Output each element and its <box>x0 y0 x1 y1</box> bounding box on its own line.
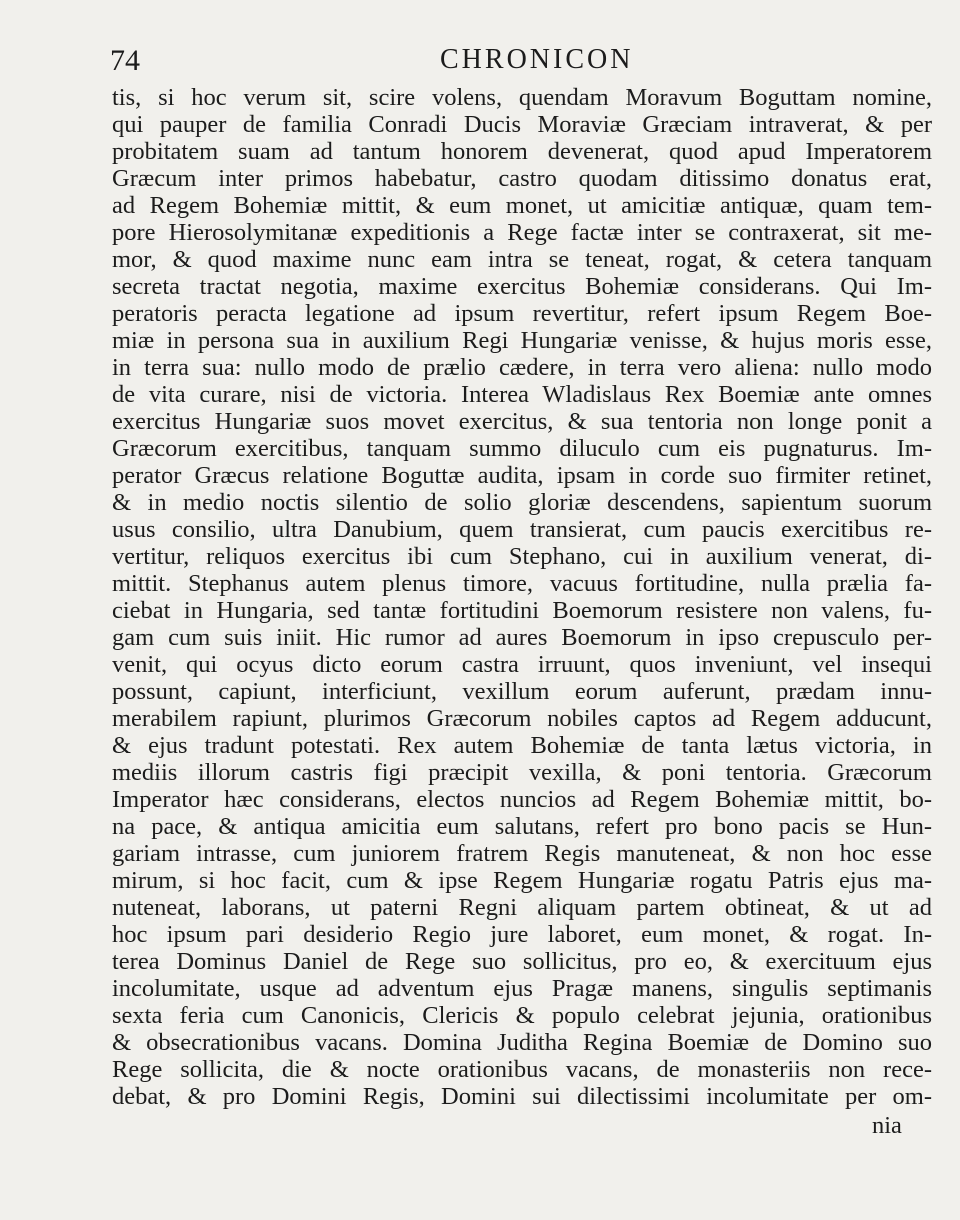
running-title: CHRONICON <box>440 44 634 75</box>
text-line: Græcum inter primos habebatur, castro quodam ditissimo donatus erat, <box>112 165 932 192</box>
text-line: qui pauper de familia Conradi Ducis Moraviæ Græciam intraverat, & per <box>112 111 932 138</box>
text-line: venit, qui ocyus dicto eorum castra irruunt, quos inveniunt, vel insequi <box>112 651 932 678</box>
page-header <box>0 40 960 80</box>
text-line: incolumitate, usque ad adventum ejus Pragæ manens, singulis septimanis <box>112 975 932 1002</box>
text-line: tis, si hoc verum sit, scire volens, quendam Moravum Boguttam nomine, <box>112 84 932 111</box>
text-line: perator Græcus relatione Boguttæ audita, ipsam in corde suo firmiter retinet, <box>112 462 932 489</box>
text-line: secreta tractat negotia, maxime exercitus Bohemiæ considerans. Qui Im- <box>112 273 932 300</box>
text-line: debat, & pro Domini Regis, Domini sui dilectissimi incolumitate per om- <box>112 1083 932 1110</box>
body-text <box>112 84 932 1110</box>
text-line: possunt, capiunt, interficiunt, vexillum eorum auferunt, prædam innu- <box>112 678 932 705</box>
text-line: & obsecrationibus vacans. Domina Juditha Regina Boemiæ de Domino suo <box>112 1029 932 1056</box>
text-line: nuteneat, laborans, ut paterni Regni aliquam partem obtineat, & ut ad <box>112 894 932 921</box>
text-line: terea Dominus Daniel de Rege suo sollicitus, pro eo, & exercituum ejus <box>112 948 932 975</box>
text-line: Rege sollicita, die & nocte orationibus vacans, de monasteriis non rece- <box>112 1056 932 1083</box>
text-line: vertitur, reliquos exercitus ibi cum Stephano, cui in auxilium venerat, di- <box>112 543 932 570</box>
text-line: merabilem rapiunt, plurimos Græcorum nobiles captos ad Regem adducunt, <box>112 705 932 732</box>
text-line: gariam intrasse, cum juniorem fratrem Regis manuteneat, & non hoc esse <box>112 840 932 867</box>
text-line: exercitus Hungariæ suos movet exercitus, & sua tentoria non longe ponit a <box>112 408 932 435</box>
text-line: Græcorum exercitibus, tanquam summo diluculo cum eis pugnaturus. Im- <box>112 435 932 462</box>
text-line: mirum, si hoc facit, cum & ipse Regem Hungariæ rogatu Patris ejus ma- <box>112 867 932 894</box>
text-line: Imperator hæc considerans, electos nuncios ad Regem Bohemiæ mittit, bo- <box>112 786 932 813</box>
text-line: de vita curare, nisi de victoria. Interea Wladislaus Rex Boemiæ ante omnes <box>112 381 932 408</box>
text-line: mittit. Stephanus autem plenus timore, vacuus fortitudine, nulla prælia fa- <box>112 570 932 597</box>
text-line: probitatem suam ad tantum honorem devenerat, quod apud Imperatorem <box>112 138 932 165</box>
text-line: hoc ipsum pari desiderio Regio jure laboret, eum monet, & rogat. In- <box>112 921 932 948</box>
text-line: pore Hierosolymitanæ expeditionis a Rege factæ inter se contraxerat, sit me- <box>112 219 932 246</box>
text-line: ciebat in Hungaria, sed tantæ fortitudini Boemorum resistere non valens, fu- <box>112 597 932 624</box>
text-line: ad Regem Bohemiæ mittit, & eum monet, ut amicitiæ antiquæ, quam tem- <box>112 192 932 219</box>
text-line: mediis illorum castris figi præcipit vexilla, & poni tentoria. Græcorum <box>112 759 932 786</box>
page-number: 74 <box>110 44 140 77</box>
text-line: in terra sua: nullo modo de prælio cædere, in terra vero aliena: nullo modo <box>112 354 932 381</box>
text-line: gam cum suis iniit. Hic rumor ad aures Boemorum in ipso crepusculo per- <box>112 624 932 651</box>
text-line: miæ in persona sua in auxilium Regi Hungariæ venisse, & hujus moris esse, <box>112 327 932 354</box>
text-line: mor, & quod maxime nunc eam intra se teneat, rogat, & cetera tanquam <box>112 246 932 273</box>
text-line: usus consilio, ultra Danubium, quem transierat, cum paucis exercitibus re- <box>112 516 932 543</box>
text-line: na pace, & antiqua amicitia eum salutans, refert pro bono pacis se Hun- <box>112 813 932 840</box>
text-line: sexta feria cum Canonicis, Clericis & populo celebrat jejunia, orationibus <box>112 1002 932 1029</box>
text-line: & ejus tradunt potestati. Rex autem Bohemiæ de tanta lætus victoria, in <box>112 732 932 759</box>
catchword: nia <box>872 1112 902 1139</box>
text-line: peratoris peracta legatione ad ipsum revertitur, refert ipsum Regem Boe- <box>112 300 932 327</box>
text-line: & in medio noctis silentio de solio gloriæ descendens, sapientum suorum <box>112 489 932 516</box>
